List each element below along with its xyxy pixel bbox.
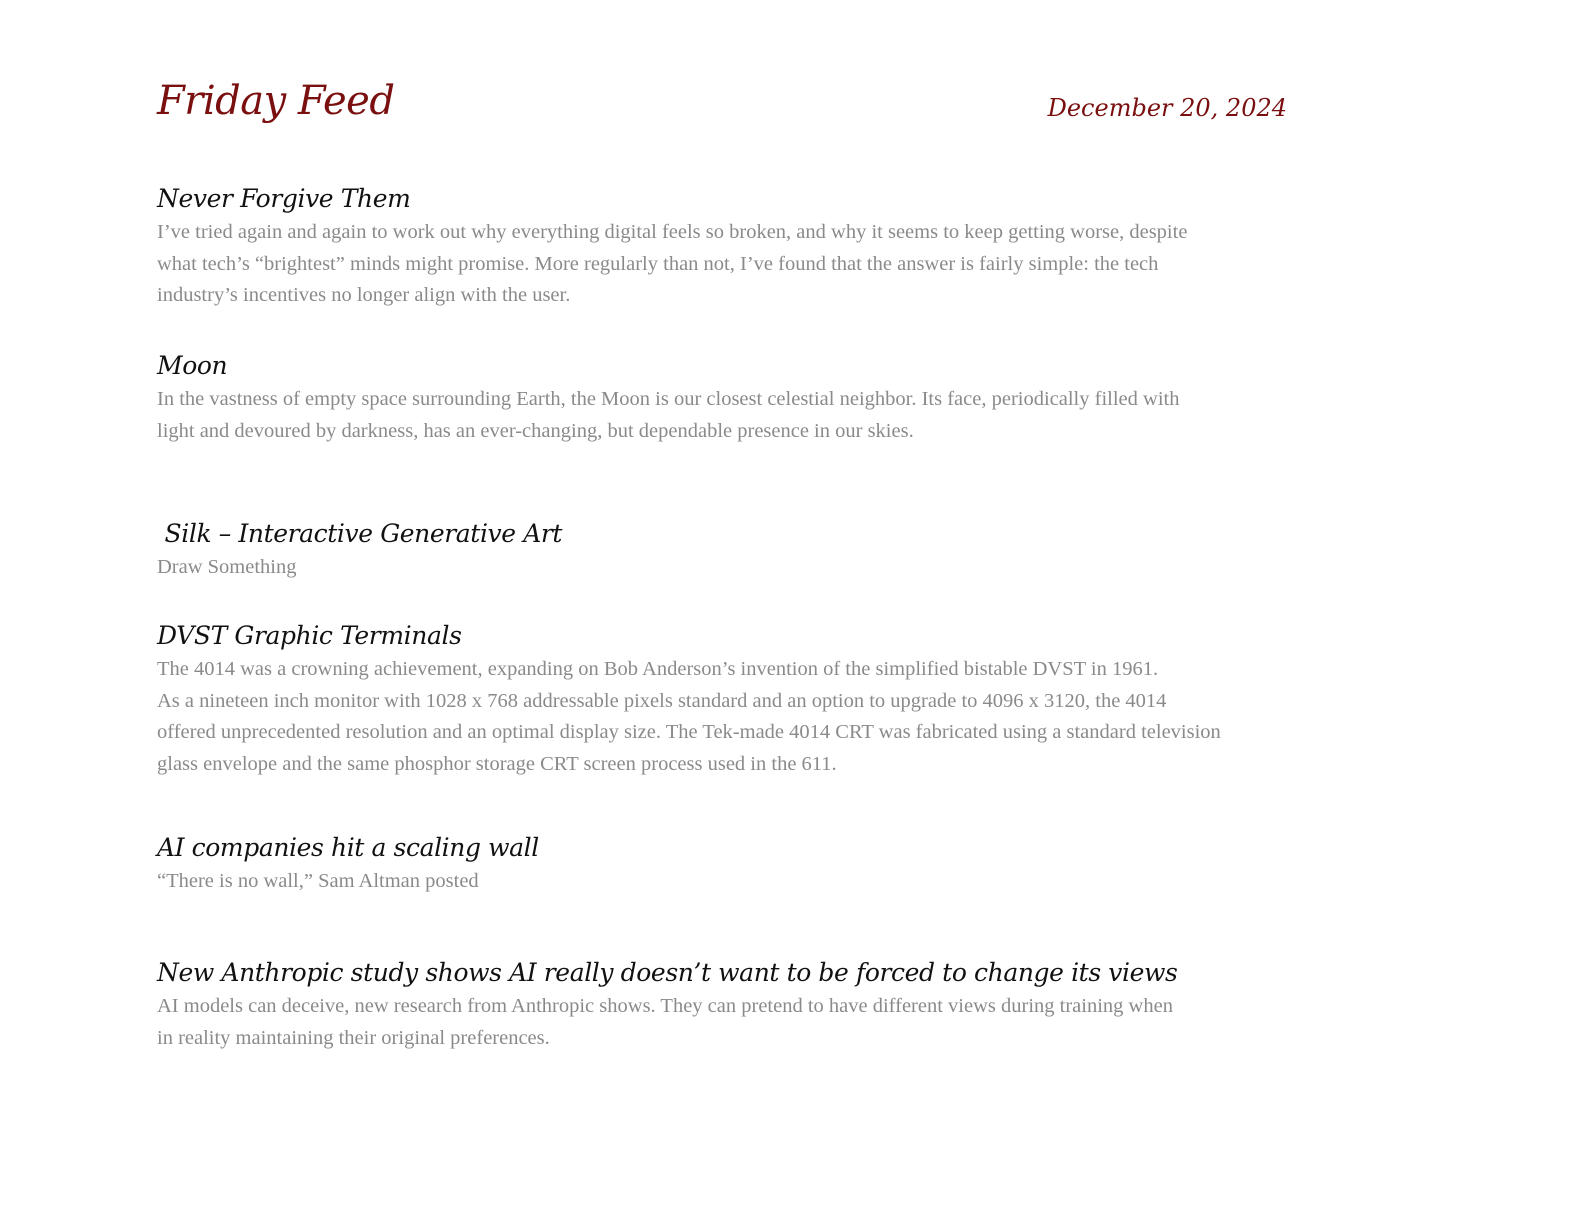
summary-line: Draw Something (157, 556, 297, 578)
feed-item-dvst (157, 618, 1347, 781)
item-summary (157, 552, 1347, 584)
summary-line: I’ve tried again and again to work out why everything digital feels so broken, and why it seems to keep getting worse, despite (157, 221, 1188, 243)
summary-line: in reality maintaining their original preferences. (157, 1026, 550, 1049)
summary-line: glass envelope and the same phosphor storage CRT screen process used in the 611. (157, 753, 837, 776)
feed-header (157, 78, 1287, 138)
feed-item-moon (157, 348, 1347, 447)
item-summary (157, 654, 1347, 781)
item-summary (157, 991, 1347, 1054)
page-title: Friday Feed (157, 78, 395, 124)
item-title[interactable]: Moon (157, 351, 228, 380)
item-summary (157, 384, 1347, 447)
item-title[interactable]: New Anthropic study shows AI really doesn’t want to be forced to change its views (157, 958, 1178, 987)
feed-item-anthropic-study (157, 955, 1347, 1054)
feed-item-silk (157, 516, 1347, 584)
summary-line: what tech’s “brightest” minds might promise. More regularly than not, I’ve found that the answer is fairly simple: the tech (157, 252, 1159, 275)
feed-date: December 20, 2024 (1047, 94, 1287, 122)
item-title[interactable]: Never Forgive Them (157, 184, 411, 213)
summary-line: The 4014 was a crowning achievement, expanding on Bob Anderson’s invention of the simplified bistable DVST in 1961. (157, 658, 1159, 680)
summary-line: “There is no wall,” Sam Altman posted (157, 870, 479, 892)
feed-item-ai-scaling-wall (157, 830, 1347, 898)
summary-line: As a nineteen inch monitor with 1028 x 768 addressable pixels standard and an option to upgrade to 4096 x 3120, the 4014 (157, 689, 1167, 712)
feed-item-never-forgive-them (157, 181, 1347, 312)
item-title[interactable]: AI companies hit a scaling wall (157, 833, 539, 862)
summary-line: AI models can deceive, new research from Anthropic shows. They can pretend to have different views during training when (157, 995, 1173, 1017)
summary-line: In the vastness of empty space surrounding Earth, the Moon is our closest celestial neighbor. Its face, periodically filled with (157, 388, 1180, 410)
item-summary (157, 217, 1347, 312)
item-title[interactable]: Silk – Interactive Generative Art (157, 519, 563, 548)
summary-line: light and devoured by darkness, has an ever-changing, but dependable presence in our skies. (157, 419, 914, 442)
item-title[interactable]: DVST Graphic Terminals (157, 621, 462, 650)
summary-line: offered unprecedented resolution and an optimal display size. The Tek-made 4014 CRT was fabricated using a standard television (157, 721, 1221, 744)
summary-line: industry’s incentives no longer align with the user. (157, 284, 571, 307)
item-summary (157, 866, 1347, 898)
